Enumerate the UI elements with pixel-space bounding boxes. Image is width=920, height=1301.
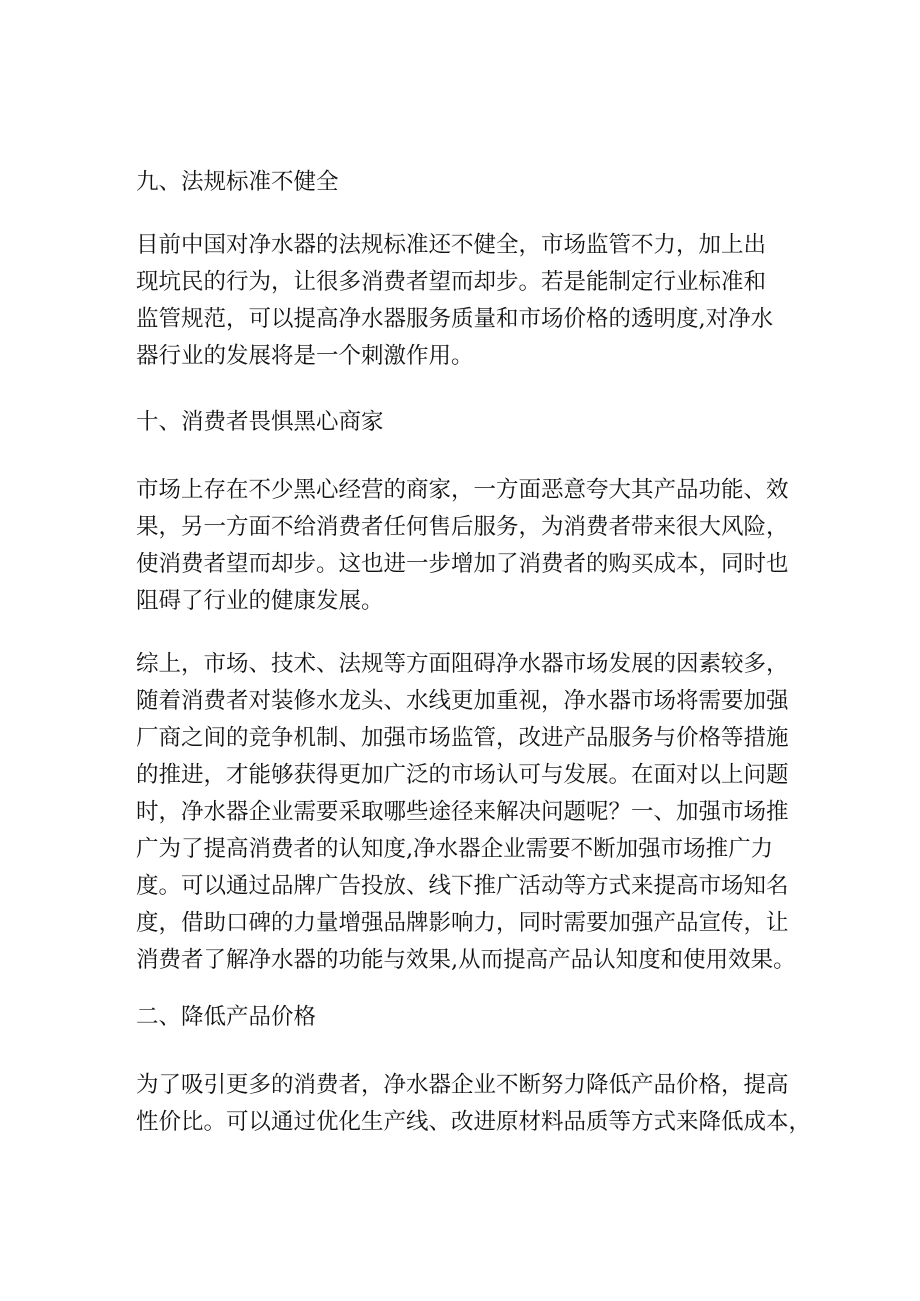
paragraph-line: 消费者了解净水器的功能与效果,从而提高产品认知度和使用效果。	[136, 947, 796, 973]
paragraph-line: 广为了提高消费者的认知度,净水器企业需要不断加强市场推广力	[136, 836, 774, 862]
paragraph-line: 时，净水器企业需要采取哪些途径来解决问题呢？一、加强市场推	[136, 799, 789, 825]
paragraph-line: 阻碍了行业的健康发展。	[136, 588, 384, 614]
paragraph-line: 目前中国对净水器的法规标准还不健全，市场监管不力，加上出	[136, 232, 767, 258]
section-heading-nine: 九、法规标准不健全	[136, 169, 339, 195]
section-ten-paragraph	[136, 472, 816, 620]
paragraph-line: 厂商之间的竞争机制、加强市场监管，改进产品服务与价格等措施	[136, 725, 789, 751]
paragraph-line: 度，借助口碑的力量增强品牌影响力，同时需要加强产品宣传，让	[136, 910, 789, 936]
summary-paragraph	[136, 646, 816, 979]
paragraph-line: 监管规范，可以提高净水器服务质量和市场价格的透明度,对净水	[136, 306, 774, 332]
section-heading-two: 二、降低产品价格	[136, 1004, 317, 1030]
paragraph-line: 器行业的发展将是一个刺激作用。	[136, 343, 474, 369]
paragraph-line: 为了吸引更多的消费者，净水器企业不断努力降低产品价格，提高	[136, 1072, 789, 1098]
paragraph-line: 性价比。可以通过优化生产线、改进原材料品质等方式来降低成本，	[136, 1109, 812, 1135]
paragraph-line: 果，另一方面不给消费者任何售后服务，为消费者带来很大风险，	[136, 514, 789, 540]
paragraph-line: 度。可以通过品牌广告投放、线下推广活动等方式来提高市场知名	[136, 873, 789, 899]
paragraph-line: 使消费者望而却步。这也进一步增加了消费者的购买成本，同时也	[136, 551, 789, 577]
paragraph-line: 综上，市场、技术、法规等方面阻碍净水器市场发展的因素较多，	[136, 651, 789, 677]
section-heading-ten: 十、消费者畏惧黑心商家	[136, 409, 384, 435]
section-two-paragraph	[136, 1067, 816, 1141]
paragraph-line: 现坑民的行为，让很多消费者望而却步。若是能制定行业标准和	[136, 269, 767, 295]
paragraph-line: 的推进，才能够获得更加广泛的市场认可与发展。在面对以上问题	[136, 762, 789, 788]
paragraph-line: 随着消费者对装修水龙头、水线更加重视，净水器市场将需要加强	[136, 688, 789, 714]
section-nine-paragraph	[136, 227, 816, 375]
paragraph-line: 市场上存在不少黑心经营的商家，一方面恶意夸大其产品功能、效	[136, 477, 789, 503]
